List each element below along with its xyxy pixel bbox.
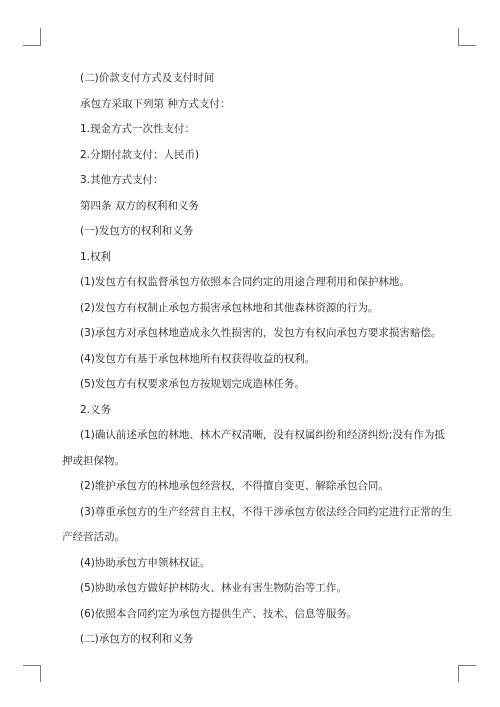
list-item: (6)依照本合同约定为承包方提供生产、技术、信息等服务。 — [80, 607, 358, 620]
list-item: (3)尊重承包方的生产经营自主权，不得干涉承包方依法经合同约定进行正常的生产经营活动。 — [62, 505, 452, 543]
section-heading: (二)承包方的权利和义务 — [80, 633, 194, 645]
list-item: (4)发包方有基于承包林地所有权获得收益的权利。 — [80, 352, 316, 365]
subsection-heading: 1.权利 — [80, 250, 112, 263]
crop-mark-top-left-vertical — [40, 28, 41, 45]
list-item: (5)协助承包方做好护林防火、林业有害生物防治等工作。 — [80, 582, 347, 594]
list-item: (2)发包方有权制止承包方损害承包林地和其他森林资源的行为。 — [80, 301, 379, 314]
section-heading-payment-method: (二)价款支付方式及支付时间 — [80, 72, 215, 84]
section-heading: (一)发包方的权利和义务 — [80, 225, 194, 237]
crop-mark-bottom-left-horizontal — [23, 665, 41, 666]
list-item: (2)维护承包方的林地承包经营权，不得擅自变更、解除承包合同。 — [80, 480, 389, 492]
list-item: (1)发包方有权监督承包方依照本合同约定的用途合理利用和保护林地。 — [80, 276, 410, 288]
list-item: 2.分期付款支付：人民币) — [80, 148, 200, 161]
article-heading: 第四条 双方的权利和义务 — [80, 199, 199, 212]
crop-mark-bottom-right-vertical — [458, 665, 459, 682]
list-item: (1)确认前述承包的林地、林木产权清晰，没有权属纠纷和经济纠纷;没有作为抵押或担保物。 — [62, 429, 445, 467]
crop-mark-top-right-vertical — [458, 28, 459, 45]
crop-mark-bottom-left-vertical — [40, 665, 41, 682]
list-item: (3)承包方对承包林地造成永久性损害的，发包方有权向承包方要求损害赔偿。 — [80, 327, 442, 339]
document-body — [62, 66, 452, 653]
list-item: 3.其他方式支付： — [80, 174, 164, 186]
crop-mark-top-right-horizontal — [458, 45, 476, 46]
crop-mark-bottom-right-horizontal — [458, 665, 476, 666]
paragraph: 承包方采取下列第 种方式支付： — [80, 97, 231, 110]
list-item: 1.现金方式一次性支付： — [80, 123, 196, 135]
list-item: (4)协助承包方申领林权证。 — [80, 556, 211, 569]
crop-mark-top-left-horizontal — [23, 45, 41, 46]
subsection-heading: 2.义务 — [80, 403, 112, 416]
list-item: (5)发包方有权要求承包方按规划完成造林任务。 — [80, 378, 305, 390]
